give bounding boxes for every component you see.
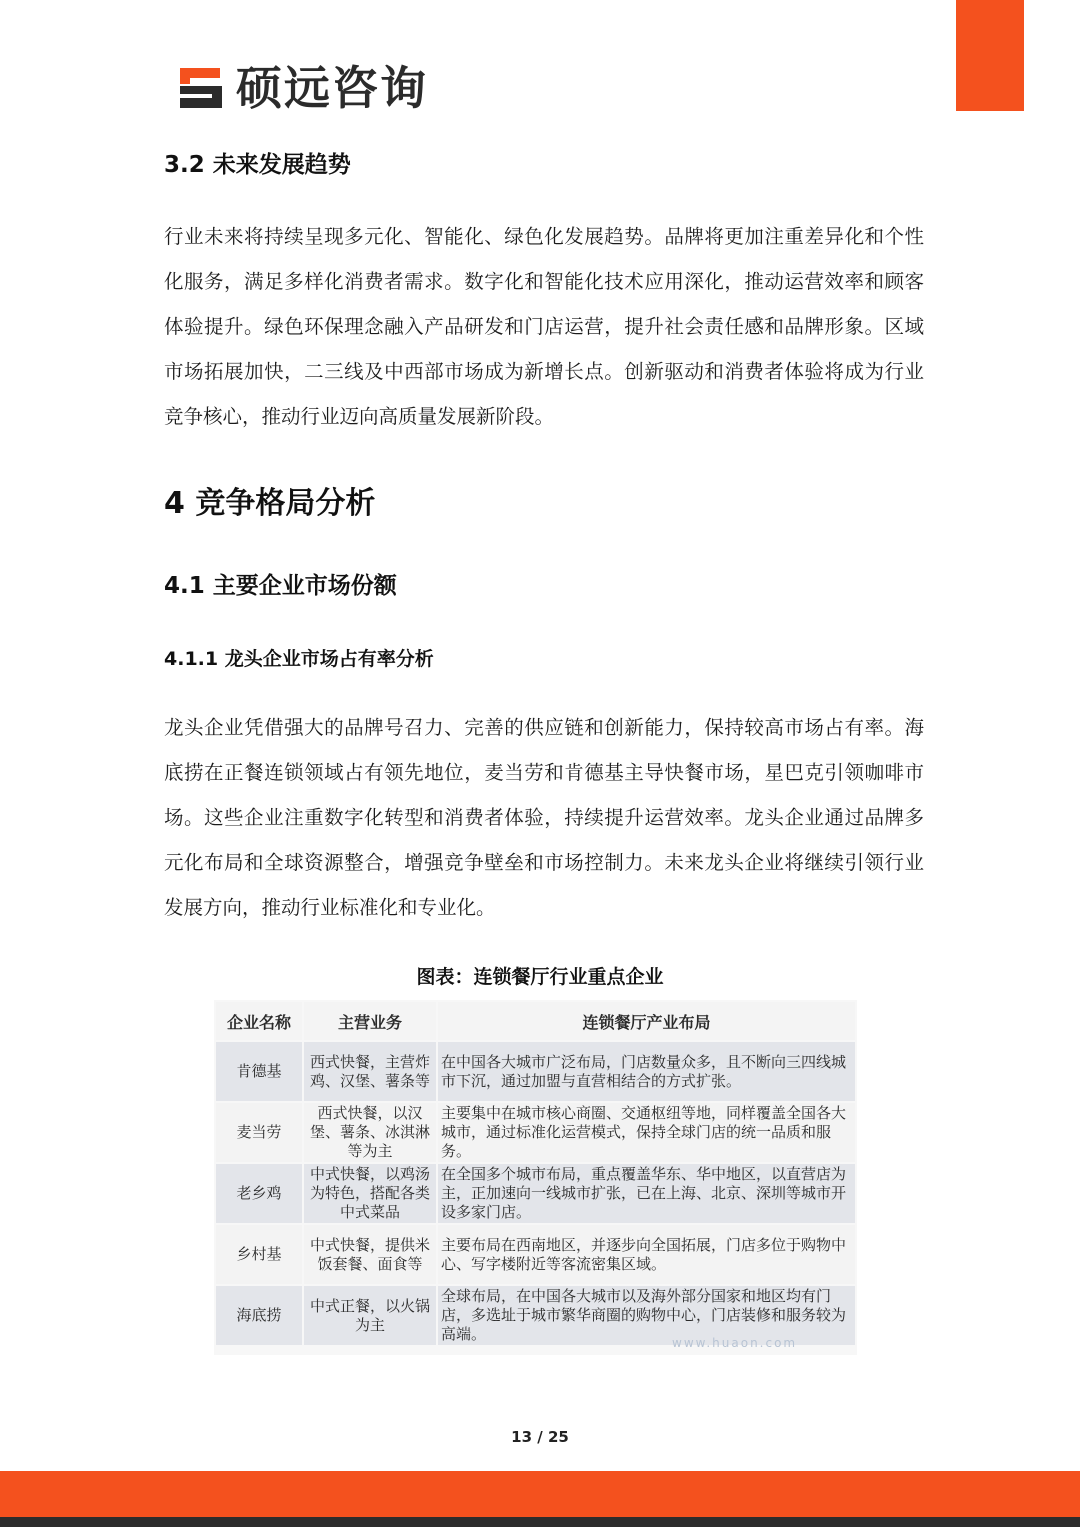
column-header-business: 主营业务 [304, 1002, 436, 1040]
cell-industry-layout: 主要布局在西南地区，并逐步向全国拓展，门店多位于购物中心、写字楼附近等客流密集区域。 [438, 1225, 855, 1284]
cell-company-name: 麦当劳 [216, 1103, 302, 1162]
table-watermark: www.huaon.com [672, 1336, 798, 1350]
cell-main-business: 中式快餐，提供米饭套餐、面食等 [304, 1225, 436, 1284]
cell-company-name: 肯德基 [216, 1042, 302, 1101]
cell-industry-layout: 在中国各大城市广泛布局，门店数量众多，且不断向三四线城市下沉，通过加盟与直营相结合的方式扩张。 [438, 1042, 855, 1101]
logo-text: 硕远咨询 [236, 61, 428, 115]
enterprise-table [214, 1000, 857, 1355]
section-4-heading: 4 竞争格局分析 [164, 486, 376, 521]
cell-company-name: 乡村基 [216, 1225, 302, 1284]
table-row [216, 1103, 855, 1162]
footer-accent-bar [0, 1471, 1080, 1517]
figure-caption: 图表：连锁餐厅行业重点企业 [416, 966, 664, 988]
cell-industry-layout: 在全国多个城市布局，重点覆盖华东、华中地区，以直营店为主，正加速向一线城市扩张，已在上海、北京、深圳等城市开设多家门店。 [438, 1164, 855, 1223]
table-header-row [216, 1002, 855, 1040]
cell-main-business: 西式快餐，以汉堡、薯条、冰淇淋等为主 [304, 1103, 436, 1162]
company-logo [176, 60, 428, 116]
cell-main-business: 中式快餐，以鸡汤为特色，搭配各类中式菜品 [304, 1164, 436, 1223]
section-3-2-paragraph: 行业未来将持续呈现多元化、智能化、绿色化发展趋势。品牌将更加注重差异化和个性化服务，满足多样化消费者需求。数字化和智能化技术应用深化，推动运营效率和顾客体验提升。绿色环保理念融入产品研发和门店运营，提升社会责任感和品牌形象。区域市场拓展加快，二三线及中西部市场成为新增长点。创新驱动和消费者体验将成为行业竞争核心，推动行业迈向高质量发展新阶段。 [164, 225, 924, 428]
page-number: 13 / 25 [511, 1428, 569, 1446]
cell-industry-layout: 全球布局，在中国各大城市以及海外部分国家和地区均有门店，多选址于城市繁华商圈的购物中心，门店装修和服务较为高端。 [438, 1286, 855, 1345]
footer-dark-bar [0, 1517, 1080, 1527]
section-4-1-1-heading: 4.1.1 龙头企业市场占有率分析 [164, 648, 434, 670]
table-row [216, 1042, 855, 1101]
section-3-2-heading: 3.2 未来发展趋势 [164, 152, 351, 178]
section-4-1-heading: 4.1 主要企业市场份额 [164, 573, 397, 599]
cell-company-name: 海底捞 [216, 1286, 302, 1345]
cell-industry-layout: 主要集中在城市核心商圈、交通枢纽等地，同样覆盖全国各大城市，通过标准化运营模式，保持全球门店的统一品质和服务。 [438, 1103, 855, 1162]
column-header-name: 企业名称 [216, 1002, 302, 1040]
cell-main-business: 西式快餐，主营炸鸡、汉堡、薯条等 [304, 1042, 436, 1101]
logo-mark-icon [176, 64, 226, 112]
table-row [216, 1225, 855, 1284]
header-accent-bar [956, 0, 1024, 111]
column-header-layout: 连锁餐厅产业布局 [438, 1002, 855, 1040]
cell-main-business: 中式正餐，以火锅为主 [304, 1286, 436, 1345]
section-4-1-1-paragraph: 龙头企业凭借强大的品牌号召力、完善的供应链和创新能力，保持较高市场占有率。海底捞在正餐连锁领域占有领先地位，麦当劳和肯德基主导快餐市场，星巴克引领咖啡市场。这些企业注重数字化转型和消费者体验，持续提升运营效率。龙头企业通过品牌多元化布局和全球资源整合，增强竞争壁垒和市场控制力。未来龙头企业将继续引领行业发展方向，推动行业标准化和专业化。 [164, 716, 924, 919]
cell-company-name: 老乡鸡 [216, 1164, 302, 1223]
table-row [216, 1164, 855, 1223]
